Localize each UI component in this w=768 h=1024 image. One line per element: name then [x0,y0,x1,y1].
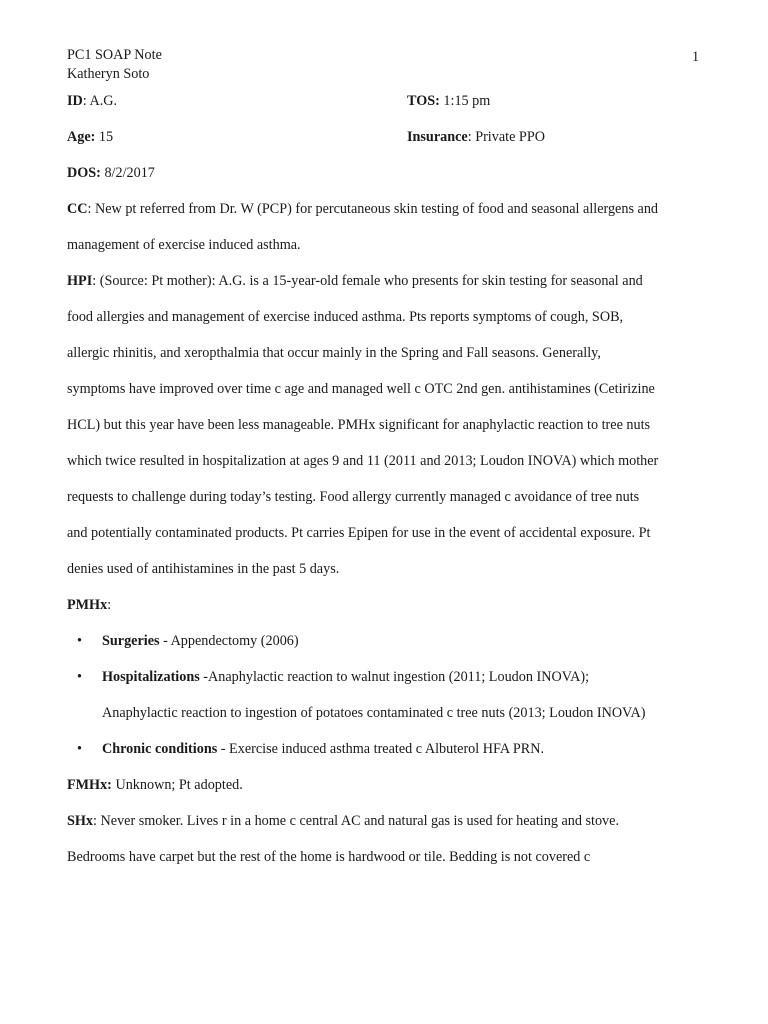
pmhx-list [67,623,707,767]
fmhx-label: FMHx: [67,777,112,793]
fmhx-text: Unknown; Pt adopted. [111,777,243,793]
pmhx-heading [67,587,707,623]
bullet-icon: • [77,669,82,685]
cc-line: management of exercise induced asthma. [67,237,301,253]
hpi-line: food allergies and management of exercise induced asthma. Pts reports symptoms of cough, SOB, [67,309,624,325]
id-field [67,83,407,119]
surgeries-label: Surgeries [102,633,160,649]
hospitalizations-text-continued: Anaphylactic reaction to ingestion of potatoes contaminated c tree nuts (2013; Loudon INOVA) [102,705,646,721]
hpi-line: which twice resulted in hospitalization at ages 9 and 11 (2011 and 2013; Loudon INOVA) which mother [67,453,659,469]
tos-label: TOS: [407,93,440,109]
dos-field [67,155,707,191]
shx-line [67,803,707,839]
insurance-label: Insurance [407,129,468,145]
id-label: ID [67,93,83,109]
hpi-line: HCL) but this year have been less manageable. PMHx significant for anaphylactic reaction to tree nuts [67,417,651,433]
dos-label: DOS: [67,165,101,181]
bullet-icon: • [77,741,82,757]
page-number: 1 [692,49,700,65]
surgeries-text: - Appendectomy (2006) [159,633,299,649]
hpi-line: denies used of antihistamines in the past 5 days. [67,561,340,577]
tos-field [407,83,707,119]
hpi-line: symptoms have improved over time c age and managed well c OTC 2nd gen. antihistamines (Cetirizine [67,381,655,397]
chronic-conditions-text: - Exercise induced asthma treated c Albuterol HFA PRN. [217,741,544,757]
hpi-label: HPI [67,273,93,289]
cc-section [67,191,707,263]
shx-section [67,803,707,875]
hpi-line [67,263,707,299]
shx-label: SHx [67,813,94,829]
hpi-text: : (Source: Pt mother): A.G. is a 15-year-old female who presents for skin testing for seasonal and [92,273,643,289]
hpi-line: requests to challenge during today’s testing. Food allergy currently managed c avoidance of tree nuts [67,489,640,505]
list-item [67,659,707,731]
pmhx-colon: : [107,597,112,613]
bullet-icon: • [77,633,82,649]
age-value: 15 [95,129,114,145]
hpi-section [67,263,707,587]
dos-value: 8/2/2017 [100,165,155,181]
id-tos-row [67,83,707,119]
fmhx-section [67,767,707,803]
author-name: Katheryn Soto [67,66,150,82]
insurance-value: : Private PPO [467,129,545,145]
hospitalizations-label: Hospitalizations [102,669,200,685]
hospitalizations-text: -Anaphylactic reaction to walnut ingestion (2011; Loudon INOVA); [199,669,590,685]
pmhx-label: PMHx [67,597,108,613]
chronic-conditions-label: Chronic conditions [102,741,218,757]
age-insurance-row [67,119,707,155]
insurance-field [407,119,707,155]
hpi-line: allergic rhinitis, and xeropthalmia that occur mainly in the Spring and Fall seasons. Generally, [67,345,601,361]
shx-text: : Never smoker. Lives r in a home c central AC and natural gas is used for heating and stove. [93,813,619,829]
list-item [67,623,707,659]
list-item [67,731,707,767]
document-title: PC1 SOAP Note [67,47,162,63]
document-body [67,83,707,875]
hpi-line: and potentially contaminated products. Pt carries Epipen for use in the event of accidental exposure. Pt [67,525,651,541]
id-value: : A.G. [82,93,118,109]
running-header [67,46,162,84]
age-field [67,119,407,155]
age-label: Age: [67,129,96,145]
cc-label: CC [67,201,88,217]
shx-line: Bedrooms have carpet but the rest of the home is hardwood or tile. Bedding is not covered c [67,849,591,865]
tos-value: 1:15 pm [439,93,491,109]
cc-text: : New pt referred from Dr. W (PCP) for percutaneous skin testing of food and seasonal allergens and [87,201,659,217]
cc-line [67,191,707,227]
